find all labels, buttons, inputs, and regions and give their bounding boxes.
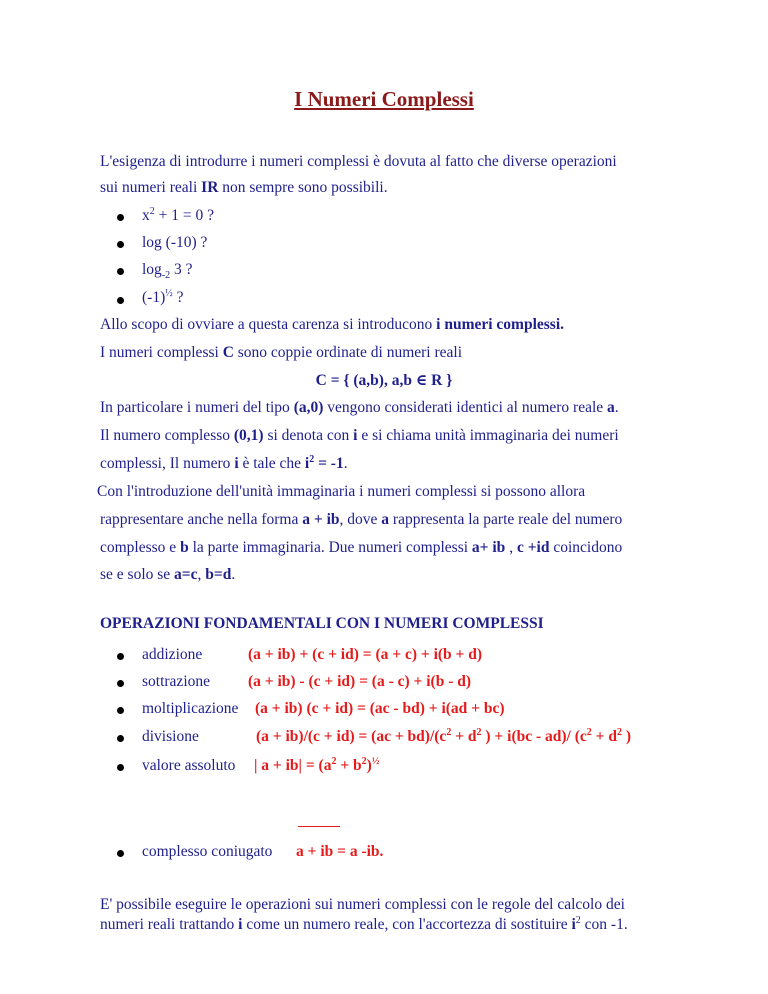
closing-2e: con -1. bbox=[580, 916, 628, 933]
body-4a: Il numero complesso bbox=[100, 427, 234, 444]
body-line-2 bbox=[100, 343, 462, 363]
op-subtraction-label: sottrazione bbox=[142, 673, 211, 690]
op-abs-formula bbox=[254, 756, 379, 776]
body-line-4 bbox=[100, 426, 619, 446]
intro-text-1: L'esigenza di introdurre i numeri complessi è dovuta al fatto che diverse operazioni bbox=[100, 153, 617, 170]
div-s4: 2 bbox=[616, 726, 622, 738]
conjugate-overline bbox=[298, 826, 340, 827]
body-9e: . bbox=[231, 566, 236, 583]
body-8f: c +id bbox=[516, 539, 550, 556]
div-f3: ) + i(bc - ad)/ (c bbox=[481, 728, 587, 745]
div-s2: 2 bbox=[476, 726, 482, 738]
intro-line-2 bbox=[100, 178, 388, 198]
op-conjugate-formula: a + ib = a -ib. bbox=[296, 843, 384, 860]
intro-ir: IR bbox=[201, 179, 219, 196]
bullet-icon bbox=[117, 214, 124, 221]
body-1b: i numeri complessi. bbox=[436, 316, 565, 333]
body-1a: Allo scopo di ovviare a questa carenza si introducono bbox=[100, 316, 437, 333]
abs-f2: + b bbox=[336, 757, 362, 774]
example-4 bbox=[142, 288, 184, 308]
body-line-1 bbox=[100, 315, 564, 335]
intro-text-2c: non sempre sono possibili. bbox=[218, 179, 388, 196]
bullet-icon bbox=[117, 850, 124, 857]
bullet-icon bbox=[117, 735, 124, 742]
example-1 bbox=[142, 206, 214, 226]
example-3-a: log bbox=[142, 261, 162, 278]
closing-2sup: 2 bbox=[575, 914, 581, 926]
body-3e: . bbox=[614, 399, 619, 416]
body-8b: b bbox=[180, 539, 189, 556]
body-5a: complessi, Il numero bbox=[100, 455, 235, 472]
body-5b: i bbox=[234, 455, 239, 472]
body-2c: sono coppie ordinate di numeri reali bbox=[233, 344, 463, 361]
body-5sup: 2 bbox=[309, 453, 315, 465]
div-f4: + d bbox=[591, 728, 617, 745]
example-1-b: + 1 = 0 ? bbox=[154, 207, 214, 224]
op-subtraction-formula: (a + ib) - (c + id) = (a - c) + i(b - d) bbox=[248, 673, 472, 690]
div-s3: 2 bbox=[586, 726, 592, 738]
closing-2d: i bbox=[571, 916, 576, 933]
body-9b: a=c bbox=[174, 566, 198, 583]
bullet-icon bbox=[117, 764, 124, 771]
bullet-icon bbox=[117, 680, 124, 687]
example-1-a: x bbox=[142, 207, 150, 224]
example-4-b: ? bbox=[172, 289, 184, 306]
op-division-label: divisione bbox=[142, 728, 199, 745]
body-4c: si denota con bbox=[263, 427, 354, 444]
body-8e: , bbox=[505, 539, 517, 556]
body-7b: a + ib bbox=[302, 511, 340, 528]
abs-s1: 2 bbox=[331, 755, 337, 767]
body-line-8 bbox=[100, 538, 622, 558]
body-2b: C bbox=[222, 344, 234, 361]
closing-1: E' possibile eseguire le operazioni sui numeri complessi con le regole del calcolo dei bbox=[100, 896, 625, 913]
op-multiplication-label: moltiplicazione bbox=[142, 700, 239, 717]
abs-f3: ) bbox=[366, 757, 372, 774]
operations-heading: OPERAZIONI FONDAMENTALI CON I NUMERI COMPLESSI bbox=[100, 615, 544, 632]
body-line-3 bbox=[100, 398, 619, 418]
body-8d: a+ ib bbox=[471, 539, 506, 556]
div-f2: + d bbox=[451, 728, 477, 745]
body-5c: è tale che bbox=[238, 455, 305, 472]
body-3a: In particolare i numeri del tipo bbox=[100, 399, 294, 416]
body-9a: se e solo se bbox=[100, 566, 175, 583]
intro-line-1 bbox=[100, 152, 617, 172]
op-addition-formula: (a + ib) + (c + id) = (a + c) + i(b + d) bbox=[248, 646, 483, 663]
body-3b: (a,0) bbox=[293, 399, 324, 416]
abs-f1: | a + ib| = (a bbox=[254, 757, 332, 774]
body-7d: a bbox=[381, 511, 390, 528]
body-8g: coincidono bbox=[549, 539, 623, 556]
body-4e: e si chiama unità immaginaria dei numeri bbox=[357, 427, 619, 444]
body-7a: rappresentare anche nella forma bbox=[100, 511, 303, 528]
body-5d: i bbox=[304, 455, 310, 472]
body-5e: = -1 bbox=[314, 455, 344, 472]
closing-line-2 bbox=[100, 915, 628, 935]
closing-2a: numeri reali trattando bbox=[100, 916, 239, 933]
example-4-sup: ½ bbox=[165, 287, 173, 299]
closing-line-1 bbox=[100, 895, 625, 915]
body-3c: vengono considerati identici al numero reale bbox=[323, 399, 608, 416]
bullet-icon bbox=[117, 653, 124, 660]
body-8c: la parte immaginaria. Due numeri complessi bbox=[188, 539, 472, 556]
body-line-6 bbox=[97, 482, 585, 502]
body-4d: i bbox=[353, 427, 358, 444]
op-addition-label: addizione bbox=[142, 646, 203, 663]
example-3-sub: -2 bbox=[161, 270, 171, 282]
op-division-formula bbox=[256, 727, 631, 747]
abs-s3: ½ bbox=[371, 755, 380, 767]
op-abs-label: valore assoluto bbox=[142, 757, 236, 774]
intro-text-2a: sui numeri reali bbox=[100, 179, 202, 196]
body-7c: , dove bbox=[339, 511, 382, 528]
div-s1: 2 bbox=[446, 726, 452, 738]
bullet-icon bbox=[117, 241, 124, 248]
body-5f: . bbox=[343, 455, 348, 472]
body-8a: complesso e bbox=[100, 539, 181, 556]
abs-s2: 2 bbox=[361, 755, 367, 767]
body-line-9 bbox=[100, 565, 235, 585]
page-title: I Numeri Complessi bbox=[294, 87, 474, 111]
bullet-icon bbox=[117, 268, 124, 275]
body-6: Con l'introduzione dell'unità immaginaria i numeri complessi si possono allora bbox=[97, 483, 586, 500]
example-1-sup: 2 bbox=[149, 205, 155, 217]
closing-2b: i bbox=[238, 916, 243, 933]
op-multiplication-formula: (a + ib) (c + id) = (ac - bd) + i(ad + bc) bbox=[255, 700, 505, 717]
body-2a: I numeri complessi bbox=[100, 344, 223, 361]
body-line-7 bbox=[100, 510, 622, 530]
example-3 bbox=[142, 260, 193, 280]
bullet-icon bbox=[117, 297, 124, 304]
body-9c: , bbox=[197, 566, 206, 583]
set-definition: C = { (a,b), a,b ∈ R } bbox=[315, 372, 453, 389]
body-4b: (0,1) bbox=[233, 427, 264, 444]
example-2: log (-10) ? bbox=[142, 234, 208, 251]
div-f5: ) bbox=[621, 728, 632, 745]
body-line-5 bbox=[100, 454, 348, 474]
bullet-icon bbox=[117, 707, 124, 714]
div-f1: (a + ib)/(c + id) = (ac + bd)/(c bbox=[256, 728, 447, 745]
closing-2c: come un numero reale, con l'accortezza di sostituire bbox=[242, 916, 572, 933]
example-3-b: 3 ? bbox=[170, 261, 193, 278]
body-3d: a bbox=[607, 399, 615, 416]
body-9d: b=d bbox=[205, 566, 232, 583]
example-4-a: (-1) bbox=[142, 289, 166, 306]
op-conjugate-label: complesso coniugato bbox=[142, 843, 273, 860]
body-7e: rappresenta la parte reale del numero bbox=[389, 511, 623, 528]
